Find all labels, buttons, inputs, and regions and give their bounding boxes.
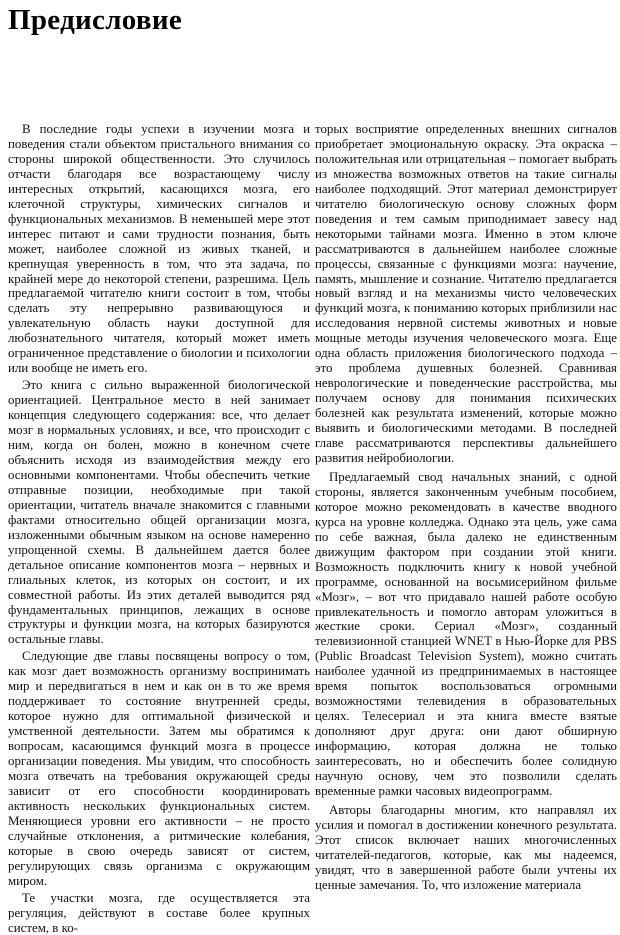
paragraph: Те участки мозга, где осуществляется эта регуляция, действуют в составе более крупных систем, в ко- bbox=[8, 890, 310, 935]
paragraph: Это книга с сильно выраженной биологической ориентацией. Центральное место в ней занимает концепция следующего содержания: все, что делает мозг в нормальных условиях, и все, что происходит с ним, когда он болен, можно в конечном счете объяснить исходя из взаимодействия между его основными компонентами. Чтобы обеспечить четкие отправные позиции, необходимые при такой ориентации, читатель вначале знакомится с главными фактами относительно общей организации мозга, изложенными обычным языком на основе намеренно упрощенной схемы. В дальнейшем дается более детальное описание компонентов мозга – нервных и глиальных клеток, из которых он состоит, и их совместной работы. Из этих деталей выводится ряд фундаментальных принципов, лежащих в основе структуры и функции мозга, на которых базируются остальные главы. bbox=[8, 378, 310, 647]
page-title: Предисловие bbox=[8, 4, 183, 36]
paragraph: Следующие две главы посвящены вопросу о том, как мозг дает возможность организму воспринимать мир и передвигаться в нем и как он в то же время поддерживает то состояние внутренней среды, которое нужно для оптимальной физической и умственной деятельности. Затем мы обратимся к вопросам, касающимся функций мозга в процессе организации поведения. Мы увидим, что способность мозга отвечать на требования окружающей среды зависит от его способности координировать активность нескольких функциональных систем. Меняющиеся уровни его активности – не просто случайные отклонения, а ритмические колебания, которые в свою очередь зависят от систем, регулирующих связь организма с окружающим миром. bbox=[8, 649, 310, 888]
paragraph-continued: торых восприятие определенных внешних сигналов приобретает эмоциональную окраску. Эта окраска – положительная или отрицательная – помогает выбрать из множества возможных ответов на такие сигналы наиболее подходящий. Этот материал демонстрирует читателю биологическую основу сложных форм поведения и тем самым приподнимает завесу над некоторыми тайнами мозга. Именно в этом ключе рассматриваются в дальнейшем наиболее сложные процессы, связанные с функциями мозга: научение, память, мышление и сознание. Читателю предлагается новый взгляд и на механизмы чисто человеческих функций мозга, к пониманию которых приблизили нас исследования нервной системы животных и новые мощные методы изучения человеческого мозга. Еще одна область приложения биологического подхода – это проблема душевных болезней. Сравнивая неврологические и поведенческие расстройства, мы получаем основу для понимания психических болезней как результата изменений, которые можно выявить и биологическими методами. В последней главе рассматриваются перспективы дальнейшего развития нейробиологии. bbox=[315, 122, 617, 465]
text-column-right bbox=[315, 122, 617, 893]
text-column-left bbox=[8, 122, 310, 935]
paragraph: Предлагаемый свод начальных знаний, с одной стороны, является законченным учебным пособием, которое можно рекомендовать в качестве вводного курса на уровне колледжа. Однако эта цель, уже сама по себе важная, была далеко не единственным движущим фактором при создании этой книги. Возможность подключить книгу к новой учебной программе, основанной на восьмисерийном фильме «Мозг», – вот что придавало нашей работе особую привлекательность и помогло авторам уложиться в жесткие сроки. Сериал «Мозг», созданный телевизионной станцией WNET в Нью-Йорке для PBS (Public Broadcast Television System), можно считать наиболее удачной из предпринимаемых в настоящее время попыток воспользоваться огромными возможностями телевидения в образовательных целях. Телесериал и эта книга вместе взятые дополняют друг друга: они дают обширную информацию, которая должна не только заинтересовать, но и обеспечить более солидную научную основу, чем это позволили сделать временные рамки часовых видеопрограмм. bbox=[315, 469, 617, 798]
paragraph: В последние годы успехи в изучении мозга и поведения стали объектом пристального внимания со стороны широкой общественности. Это случилось отчасти благодаря все возрастающему числу интересных открытий, касающихся мозга, его клеточной структуры, химических сигналов и функциональных механизмов. В неменьшей мере этот интерес питают и сами трудности познания, быть может, наиболее сложной из живых тканей, и крепнущая уверенность в том, что эта задача, по крайней мере до некоторой степени, разрешима. Цель предлагаемой читателю книги состоит в том, чтобы сделать эту непрерывно развивающуюся и увлекательную область науки доступной для любознательного читателя, который может иметь ограниченное представление о биологии и психологии или вообще не иметь его. bbox=[8, 122, 310, 376]
paragraph: Авторы благодарны многим, кто направлял их усилия и помогал в достижении конечного результата. Этот список включает наших многочисленных читателей-педагогов, которые, как мы надеемся, увидят, что в завершенной работе были учтены их ценные замечания. То, что изложение материала bbox=[315, 802, 617, 892]
